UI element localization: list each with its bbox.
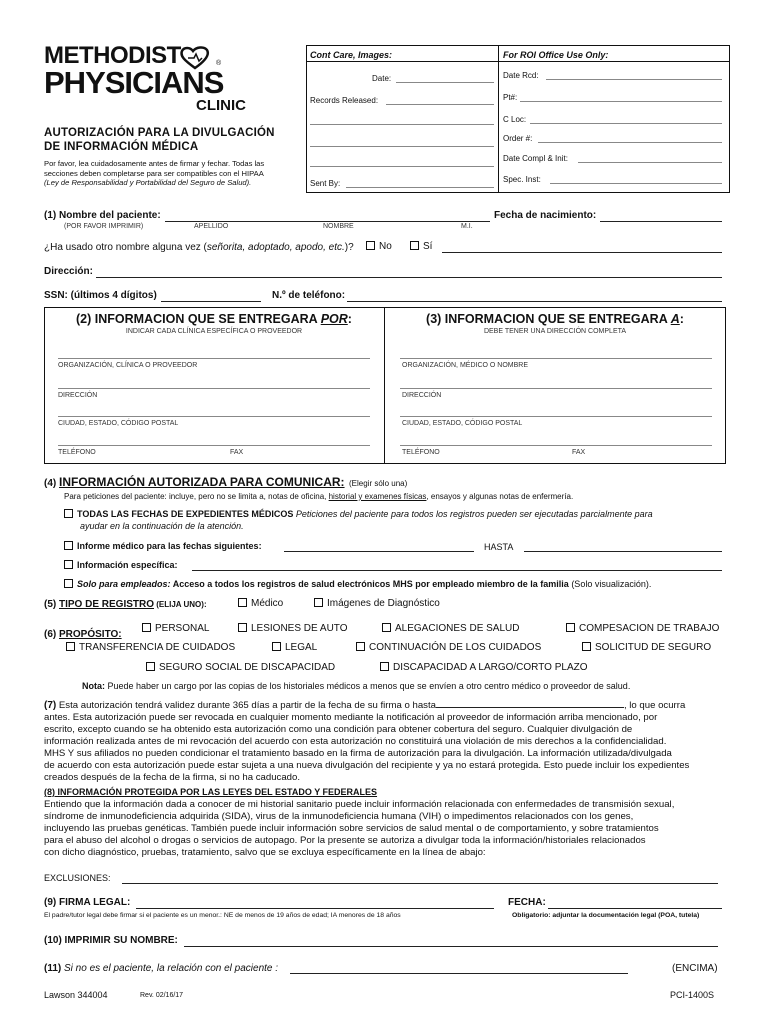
roi-cloc-label: C Loc: — [503, 115, 527, 124]
logo-reg: ® — [216, 60, 222, 67]
s6-opt-discapacidad[interactable]: DISCAPACIDAD A LARGO/CORTO PLAZO — [380, 662, 588, 673]
intro-text: Por favor, lea cuidadosamente antes de firmar y fechar. Todas las secciones deben completarse para ser compatibles con el HIPAA (Ley de Responsabilidad y Portabilidad del Seguro de Salud). — [44, 159, 265, 187]
s4-specific-field[interactable] — [192, 570, 722, 571]
roi-cloc-field[interactable] — [530, 123, 722, 124]
s2-tel-label: TELÉFONO — [58, 449, 96, 456]
s4-opt-dates[interactable]: Informe médico para las fechas siguientes: — [64, 541, 262, 551]
s3-org-field[interactable] — [400, 358, 712, 359]
s3-city-label: CIUDAD, ESTADO, CÓDIGO POSTAL — [402, 420, 523, 427]
s7-text: (7) Esta autorización tendrá validez durante 365 días a partir de la fecha de su firma o hasta , lo que ocurra antes. Esta autorización puede ser revocada en cualquier momento mediante la notificación al proveedor de información arriba mencionado, por escrito, excepto cuando se ha obtenido esta autorización como una condición para obtener cobertura del seguro. Cualquier divulgación de información realizada antes de mi revocación del acuerdo con esta autorización no constituirá una violación de mis derechos a la confidencialidad. MHS Y sus afiliados no pueden condicionar el tratamiento basado en la firma de autorización para la divulgación. La información utilizada/divulgada de acuerdo con esta autorización puede estar sujeta a una nueva divulgación del recipiente y ya no estará protegida. Esto puede incluir los expedientes creados después de la fecha de la firma, si no ha caducado. — [44, 700, 690, 783]
alias-si-option[interactable]: Sí — [410, 241, 432, 252]
mi-hint: M.I. — [461, 223, 473, 230]
address-label: Dirección: — [44, 266, 93, 277]
nombre-hint: NOMBRE — [323, 223, 354, 230]
logo-clinic: CLINIC — [196, 97, 246, 114]
s6-opt-seguro-social[interactable]: SEGURO SOCIAL DE DISCAPACIDAD — [146, 662, 335, 673]
s11-label: (11) Si no es el paciente, la relación con el paciente : — [44, 963, 279, 974]
checkbox-icon[interactable] — [64, 541, 73, 550]
s9-note: El padre/tutor legal debe firmar si el paciente es un menor.: NE de menos de 19 años de edad; IA menores de 18 años — [44, 912, 401, 919]
cc-blank-1[interactable] — [310, 124, 494, 125]
ssn-label: SSN: (últimos 4 dígitos) — [44, 290, 157, 301]
s6-opt-seguro[interactable]: SOLICITUD DE SEGURO — [582, 642, 711, 653]
roi-compl-label: Date Compl & Init: — [503, 154, 568, 163]
dob-label: Fecha de nacimiento: — [494, 210, 597, 221]
s2-org-field[interactable] — [58, 358, 370, 359]
s2-sub: INDICAR CADA CLÍNICA ESPECÍFICA O PROVEEDOR — [125, 328, 303, 335]
s2-city-field[interactable] — [58, 416, 370, 417]
s6-opt-continuacion[interactable]: CONTINUACIÓN DE LOS CUIDADOS — [356, 642, 541, 653]
address-field[interactable] — [96, 277, 722, 278]
s3-dir-field[interactable] — [400, 388, 712, 389]
checkbox-icon[interactable] — [142, 623, 151, 632]
checkbox-icon[interactable] — [64, 560, 73, 569]
s9-signature-field[interactable] — [136, 908, 494, 909]
roi-date-field[interactable] — [546, 79, 722, 80]
form-title: AUTORIZACIÓN PARA LA DIVULGACIÓN DE INFORMACIÓN MÉDICA — [44, 127, 275, 153]
s4-intro: Para peticiones del paciente: incluye, pero no se limita a, notas de oficina, historial y examenes físicas, ensayos y algunas notas de enfermería. — [64, 492, 574, 501]
checkbox-icon[interactable] — [410, 241, 419, 250]
s8-exclusiones-field[interactable] — [122, 883, 718, 884]
s10-label: (10) IMPRIMIR SU NOMBRE: — [44, 935, 178, 946]
patient-name-field[interactable] — [165, 221, 490, 222]
roi-header: For ROI Office Use Only: — [503, 50, 609, 60]
cc-date-label: Date: — [372, 74, 392, 83]
patient-name-label: (1) Nombre del paciente: — [44, 210, 161, 221]
s2-tel-field[interactable] — [58, 445, 370, 446]
cc-records-field[interactable] — [386, 104, 494, 105]
phone-field[interactable] — [347, 301, 722, 302]
checkbox-icon[interactable] — [314, 598, 323, 607]
s6-opt-salud[interactable]: ALEGACIONES DE SALUD — [382, 623, 519, 634]
logo-heart-icon — [178, 46, 212, 75]
alias-field[interactable] — [442, 252, 722, 253]
s6-opt-personal[interactable]: PERSONAL — [142, 623, 209, 634]
cc-sent-label: Sent By: — [310, 179, 341, 188]
s9-oblig: Obligatorio: adjuntar la documentación legal (POA, tutela) — [512, 912, 700, 919]
s3-tel-field[interactable] — [400, 445, 712, 446]
checkbox-icon[interactable] — [64, 579, 73, 588]
s4-dates-from-field[interactable] — [284, 551, 474, 552]
cont-care-header: Cont Care, Images: — [310, 50, 393, 60]
cc-blank-2[interactable] — [310, 146, 494, 147]
checkbox-icon[interactable] — [366, 241, 375, 250]
s8-title: (8) INFORMACIÓN PROTEGIDA POR LAS LEYES DEL ESTADO Y FEDERALES — [44, 787, 378, 797]
s9-fecha-field[interactable] — [548, 908, 722, 909]
alias-question: ¿Ha usado otro nombre alguna vez (señorita, adoptado, apodo, etc.)? — [44, 242, 354, 253]
s11-encima: (ENCIMA) — [672, 963, 718, 974]
s8-exclusiones-label: EXCLUSIONES: — [44, 873, 111, 883]
s11-relation-field[interactable] — [290, 973, 628, 974]
checkbox-icon[interactable] — [64, 509, 73, 518]
s5-opt-imagenes[interactable]: Imágenes de Diagnóstico — [314, 598, 440, 609]
footer-lawson: Lawson 344004 — [44, 990, 108, 1000]
cc-records-label: Records Released: — [310, 96, 379, 105]
s5-label: (5) TIPO DE REGISTRO (ELIJA UNO): — [44, 599, 207, 610]
s2-dir-label: DIRECCIÓN — [58, 392, 98, 399]
s3-city-field[interactable] — [400, 416, 712, 417]
checkbox-icon[interactable] — [582, 642, 591, 651]
print-hint: (POR FAVOR IMPRIMIR) — [64, 223, 144, 230]
s4-opt-specific[interactable]: Información específica: — [64, 560, 178, 570]
s4-opt-all-cont: ayudar en la continuación de la atención. — [80, 521, 244, 531]
s6-opt-auto[interactable]: LESIONES DE AUTO — [238, 623, 348, 634]
s8-text: Entiendo que la información dada a conocer de mi historial sanitario puede incluir información relacionada con enfermedades de transmisión sexual, síndrome de inmunodeficiencia adquirida (SIDA), virus de la inmunodeficiencia humana (VIH) o impedimentos relacionados con los genes, incluyendo las pruebas genéticas. También puede incluir información sobre servicios de salud mental o de comportamiento, y sobre tratamientos para el abuso del alcohol o drogas o servicios de autopago. Por la presente se autoriza a divulgar toda la información/historiales relacionados con dicho diagnóstico, pruebas, tratamiento, salvo que se excluya específicamente en la línea de abajo: — [44, 799, 675, 858]
checkbox-icon[interactable] — [272, 642, 281, 651]
roi-date-label: Date Rcd: — [503, 71, 539, 80]
checkbox-icon[interactable] — [382, 623, 391, 632]
checkbox-icon[interactable] — [66, 642, 75, 651]
sections-divider — [384, 307, 385, 464]
logo-physicians: PHYSICIANS — [44, 65, 224, 100]
roi-order-label: Order #: — [503, 134, 533, 143]
s9-fecha-label: FECHA: — [508, 897, 546, 908]
office-header-line — [306, 61, 730, 62]
s2-fax-label: FAX — [230, 449, 244, 456]
s3-sub: DEBE TENER UNA DIRECCIÓN COMPLETA — [483, 328, 627, 335]
logo-methodist: METHODIST — [44, 42, 181, 69]
s6-opt-trabajo[interactable]: COMPESACION DE TRABAJO — [566, 623, 719, 634]
s6-opt-legal[interactable]: LEGAL — [272, 642, 317, 653]
footer-pci: PCI-1400S — [670, 990, 715, 1000]
cc-sent-field[interactable] — [346, 187, 494, 188]
s6-opt-transferencia[interactable]: TRANSFERENCIA DE CUIDADOS — [66, 642, 235, 653]
logo — [44, 44, 254, 113]
roi-spec-label: Spec. Inst: — [503, 175, 541, 184]
checkbox-icon[interactable] — [238, 598, 247, 607]
s2-city-label: CIUDAD, ESTADO, CÓDIGO POSTAL — [58, 420, 179, 427]
s9-label: (9) FIRMA LEGAL: — [44, 897, 131, 908]
checkbox-icon[interactable] — [566, 623, 575, 632]
s5-opt-medico[interactable]: Médico — [238, 598, 283, 609]
s4-opt-all[interactable]: TODAS LAS FECHAS DE EXPEDIENTES MÉDICOS Peticiones del paciente para todos los registros pueden ser ejecutadas parcialmente para — [64, 508, 724, 520]
checkbox-icon[interactable] — [238, 623, 247, 632]
s4-hasta: HASTA — [484, 542, 514, 552]
alias-no-option[interactable]: No — [366, 241, 392, 252]
roi-compl-field[interactable] — [578, 162, 722, 163]
phone-label: N.º de teléfono: — [272, 290, 346, 301]
s10-name-field[interactable] — [184, 946, 718, 947]
cc-date-field[interactable] — [396, 82, 494, 83]
footer-rev: Rev. 02/16/17 — [140, 992, 184, 999]
s4-dates-to-field[interactable] — [524, 551, 722, 552]
office-divider — [498, 45, 499, 193]
dob-field[interactable] — [600, 221, 722, 222]
checkbox-icon[interactable] — [356, 642, 365, 651]
s3-tel-label: TELÉFONO — [402, 449, 440, 456]
ssn-field[interactable] — [161, 301, 261, 302]
s6-label: (6) PROPÓSITO: — [44, 629, 122, 640]
apellido-hint: APELLIDO — [194, 223, 229, 230]
roi-spec-field[interactable] — [550, 183, 722, 184]
s2-dir-field[interactable] — [58, 388, 370, 389]
s3-fax-label: FAX — [572, 449, 586, 456]
s4-header: (4) INFORMACIÓN AUTORIZADA PARA COMUNICAR: (Elegir sólo una) — [44, 475, 408, 489]
s3-title: (3) INFORMACION QUE SE ENTREGARA A: — [426, 312, 684, 326]
s4-opt-employee[interactable]: Solo para empleados: Acceso a todos los registros de salud electrónicos MHS por empleado miembro de la familia (Solo visualización). — [64, 579, 651, 589]
roi-pt-label: Pt#: — [503, 93, 518, 102]
s7-until-field[interactable] — [436, 698, 624, 708]
s6-nota: Nota: Puede haber un cargo por las copias de los historiales médicos a menos que se envíen a otro centro médico o proveedor de salud. — [82, 681, 631, 691]
s3-dir-label: DIRECCIÓN — [402, 392, 442, 399]
roi-pt-field[interactable] — [520, 101, 722, 102]
checkbox-icon[interactable] — [146, 662, 155, 671]
checkbox-icon[interactable] — [380, 662, 389, 671]
s3-org-label: ORGANIZACIÓN, MÉDICO O NOMBRE — [402, 362, 529, 369]
s2-org-label: ORGANIZACIÓN, CLÍNICA O PROVEEDOR — [58, 362, 198, 369]
cc-blank-3[interactable] — [310, 166, 494, 167]
s2-title: (2) INFORMACION QUE SE ENTREGARA POR: — [76, 312, 352, 326]
roi-order-field[interactable] — [538, 142, 722, 143]
